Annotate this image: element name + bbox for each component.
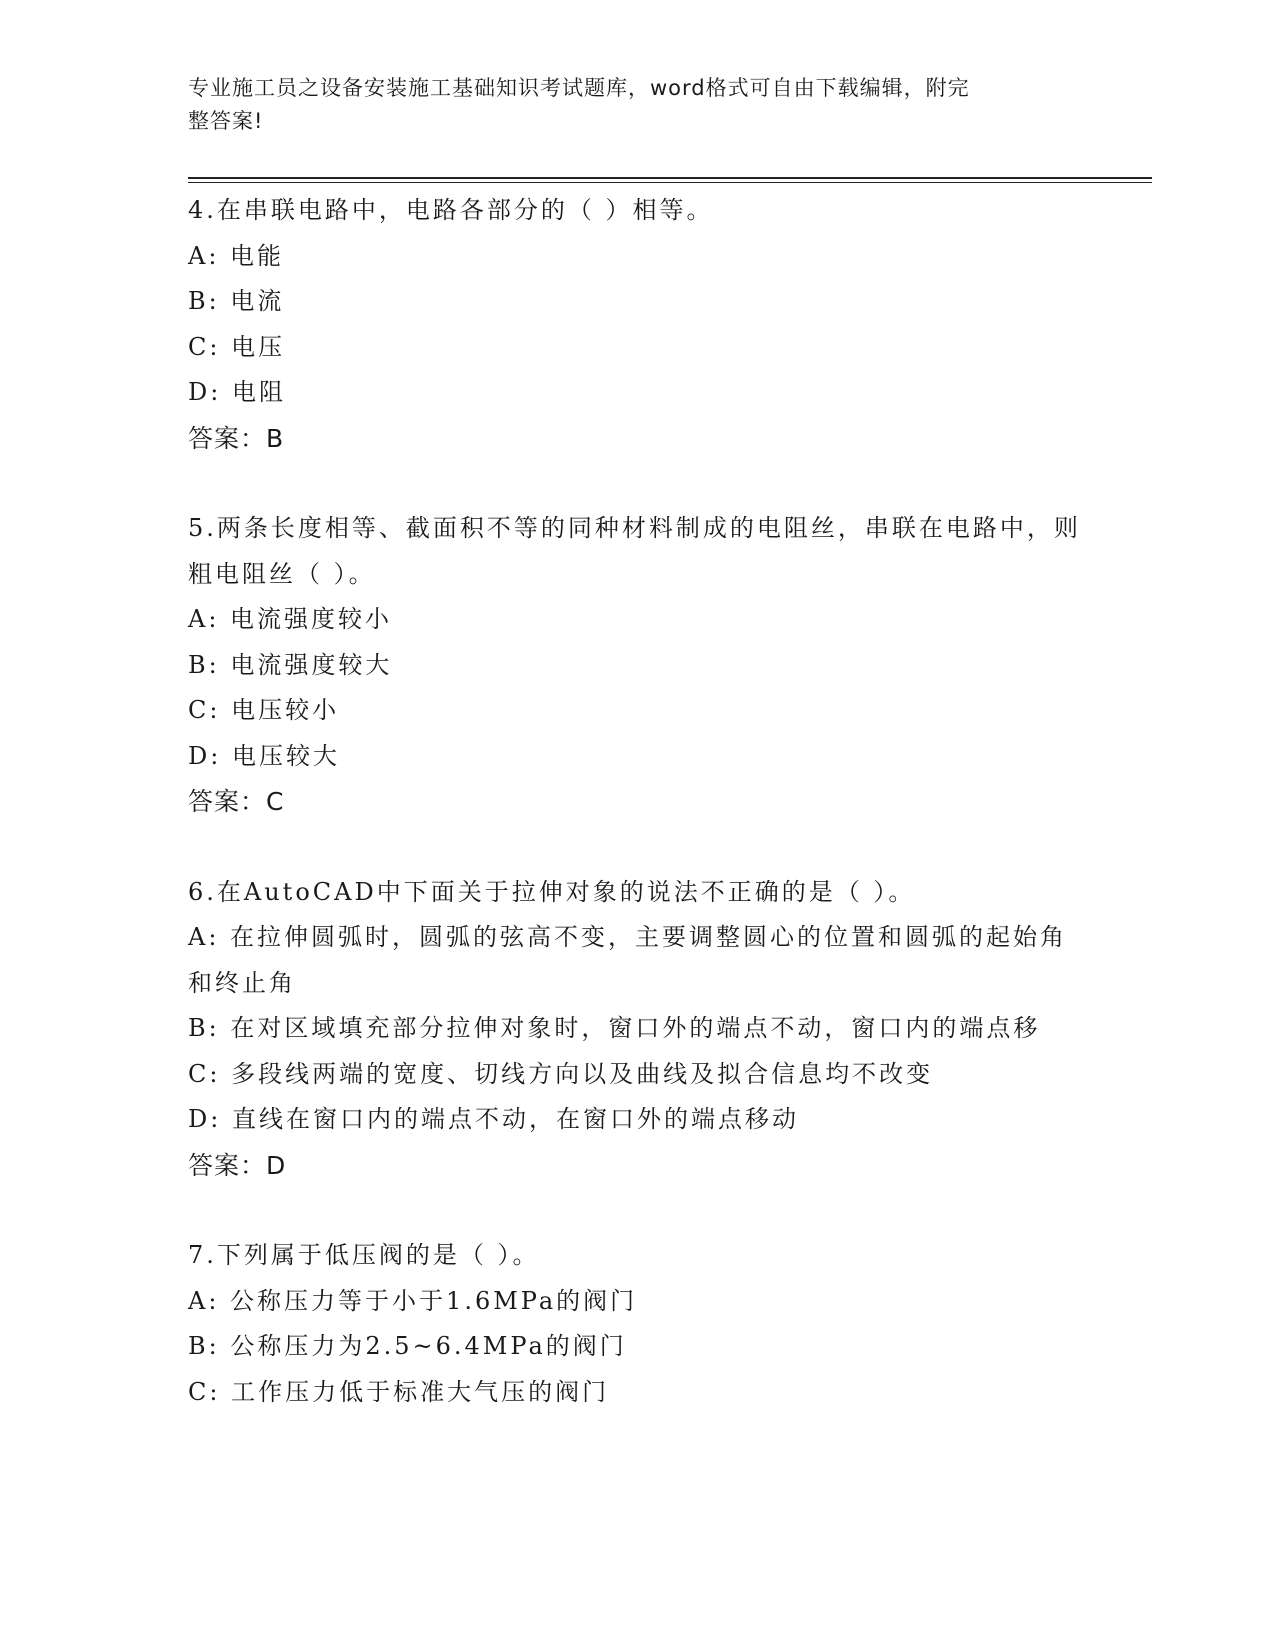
- option-b: B: 在对区域填充部分拉伸对象时，窗口外的端点不动，窗口内的端点移: [188, 1014, 1041, 1042]
- header-divider-thick: [188, 177, 1152, 179]
- option-c: C: 电压: [188, 332, 286, 361]
- option-a: A: 公称压力等于小于1.6MPa的阀门: [188, 1286, 638, 1315]
- answer-line: 答案：D: [188, 1150, 287, 1180]
- question-stem: 6.在AutoCAD中下面关于拉伸对象的说法不正确的是（ ）。: [188, 877, 916, 906]
- document-header: [188, 72, 1068, 138]
- question-6: [188, 870, 1088, 1189]
- option-d: D: 电压较大: [188, 741, 340, 770]
- header-divider-thin: [188, 182, 1152, 183]
- option-d: D: 电阻: [188, 378, 286, 406]
- option-b: B: 电流强度较大: [188, 650, 393, 679]
- answer-line: 答案：C: [188, 787, 285, 816]
- option-b: B: 公称压力为2.5~6.4MPa的阀门: [188, 1332, 627, 1360]
- option-c: C: 多段线两端的宽度、切线方向以及曲线及拟合信息均不改变: [188, 1059, 934, 1088]
- header-title-line-1: 专业施工员之设备安装施工基础知识考试题库，word格式可自由下载编辑，附完: [188, 76, 970, 100]
- header-title-line-2: 整答案!: [188, 109, 264, 133]
- option-a: A: 在拉伸圆弧时，圆弧的弦高不变，主要调整圆心的位置和圆弧的起始角和终止角: [188, 923, 1068, 997]
- question-stem: 7.下列属于低压阀的是（ ）。: [188, 1241, 540, 1269]
- option-c: C: 电压较小: [188, 696, 340, 724]
- option-a: A: 电流强度较小: [188, 605, 393, 633]
- question-stem: 4.在串联电路中，电路各部分的（ ）相等。: [188, 196, 714, 224]
- question-7: [188, 1233, 1088, 1415]
- option-a: A: 电能: [188, 241, 285, 270]
- option-b: B: 电流: [188, 287, 285, 315]
- option-d: D: 直线在窗口内的端点不动，在窗口外的端点移动: [188, 1105, 799, 1133]
- answer-line: 答案：B: [188, 423, 285, 453]
- question-4: [188, 188, 1088, 461]
- question-stem: 5.两条长度相等、截面积不等的同种材料制成的电阻丝，串联在电路中，则粗电阻丝（ ）。: [188, 514, 1081, 588]
- option-c: C: 工作压力低于标准大气压的阀门: [188, 1377, 610, 1406]
- question-5: [188, 506, 1088, 825]
- question-list: [188, 188, 1088, 1460]
